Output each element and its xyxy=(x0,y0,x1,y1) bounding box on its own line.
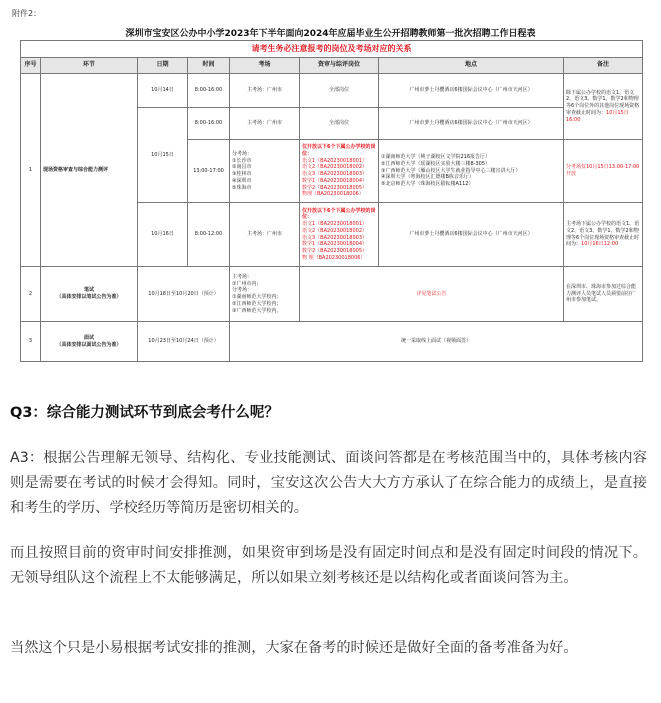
col-header: 资审与综评岗位 xyxy=(300,58,379,74)
venue-cell xyxy=(230,140,300,203)
post-item: 数学2（BA20230018005） xyxy=(302,184,368,191)
time-cell: 8:00-16:00 xyxy=(188,108,230,140)
place-cell: 统一采取线上面试（视频面签） xyxy=(230,322,643,362)
post-item: 数学1（BA20230018004） xyxy=(302,177,368,184)
place-line: ④深圳大学（粤海校区汇德楼B栋音乐厅） xyxy=(381,174,474,181)
note-cell xyxy=(564,74,643,140)
date-cell: 10月18日至10月20日（预计） xyxy=(138,267,230,322)
note-cell: 分考场仅10月15日13:00-17:00开放 xyxy=(564,140,643,203)
col-header: 时间 xyxy=(188,58,230,74)
stage-number: 3 xyxy=(21,322,41,362)
note-text: 除下属公办学校的语文1、语文2、语文3、数学1、数学2和物理等6个岗位外的其他岗位现场资格审查截止时间为： xyxy=(566,89,640,116)
col-header: 序号 xyxy=(21,58,41,74)
table-row xyxy=(21,322,643,362)
posts-title: 仅开放以下6个下属公办学校的岗位： xyxy=(302,207,376,221)
time-cell: 8:00-12:00 xyxy=(188,203,230,267)
note-cell: 在深圳市、珠海市参加过综合能力测评人员笔试人员须要前往广州市参加笔试。 xyxy=(564,267,643,322)
venue-line: ①长沙市 xyxy=(232,157,252,164)
col-header: 日期 xyxy=(138,58,188,74)
posts-cell xyxy=(300,203,379,267)
venue-line: ④深圳市 xyxy=(232,177,252,184)
post-item: 物理（BA20230018006） xyxy=(302,191,364,198)
venue-cell: 主考场：广州市 xyxy=(230,203,300,267)
place-cell: 详见笔试公告 xyxy=(300,267,564,322)
post-item: 物 理（BA20230018006） xyxy=(302,254,366,261)
post-item: 数学2（BA20230018005） xyxy=(302,248,368,254)
place-line: ②江西师范大学（瑶湖校区实验大楼三楼8-305） xyxy=(381,160,491,167)
post-item: 语文2（BA20230018002） xyxy=(302,227,368,234)
post-item: 语文2（BA20230018002） xyxy=(302,164,368,171)
venue-line: ③广西师范大学校内。 xyxy=(232,307,282,314)
venue-line: ⑤珠海市 xyxy=(232,184,252,191)
date-cell: 10月23日至10月24日（预计） xyxy=(138,322,230,362)
answer-paragraph: 而且按照目前的资审时间安排推测，如果资审到场是没有固定时间点和是没有固定时间段的情况下。无领导组队这个流程上不太能够满足，所以如果立刻考核还是以结构化或者面谈问答为主。 xyxy=(10,545,647,586)
note-deadline: 10月16日12:00 xyxy=(581,241,619,248)
schedule-table xyxy=(20,40,643,362)
table-row xyxy=(21,74,643,108)
warning-text: 请考生务必注意报考的岗位及考场对应的关系 xyxy=(21,41,643,58)
venue-line: ②南昌市 xyxy=(232,164,252,171)
post-item: 语文3（BA20230018003） xyxy=(302,234,368,241)
place-line: ①湖南师范大学（桃子湖校区文学院216报告厅） xyxy=(381,154,491,161)
place-cell: 广州市萝土丹樱酒店6楼国际会议中心（广州市天河区） xyxy=(379,74,564,108)
time-cell: 13:00-17:00 xyxy=(188,140,230,203)
venue-cell: 主考场：广州市 xyxy=(230,108,300,140)
venue-cell xyxy=(230,267,300,322)
venue-line: ①湖南师范大学校内； xyxy=(232,294,282,300)
date-cell: 10月16日 xyxy=(138,203,188,267)
col-header: 地点 xyxy=(379,58,564,74)
stage-sub: （具体安排以面试公告为准） xyxy=(56,341,122,348)
warning-row xyxy=(21,41,643,58)
post-item: 语文1（BA20230018001） xyxy=(302,221,368,227)
note-text: 主考场下属公办学校的语文1、语文2、语文3、数学1、数学2和物理等6个岗位现场资格审查截止时间为： xyxy=(566,221,640,248)
venue-line: 分考场： xyxy=(232,150,253,157)
post-item: 数学1（BA20230018004） xyxy=(302,241,368,248)
col-header: 考场 xyxy=(230,58,300,74)
answer-paragraph: 当然这个只是小易根据考试安排的推测，大家在备考的时候还是做好全面的备考准备为好。 xyxy=(10,640,578,656)
attachment-label: 附件2： xyxy=(12,9,42,18)
date-cell: 10月15日 xyxy=(138,108,188,203)
post-item: 语文3（BA20230018003） xyxy=(302,171,368,177)
stage-name: 现场资格审查与综合能力测评 xyxy=(41,74,138,267)
place-line: ⑤北京师范大学（珠海校区励耘楼A112） xyxy=(381,181,474,188)
table-header xyxy=(21,58,643,74)
table-row xyxy=(21,267,643,322)
place-cell: 广州市萝土丹樱酒店6楼国际会议中心（广州市天河区） xyxy=(379,108,564,140)
stage-name: 面试 xyxy=(83,334,94,341)
document-title: 深圳市宝安区公办中小学2023年下半年面向2024年应届毕业生公开招聘教师第一批次招聘工作日程表 xyxy=(125,29,536,39)
posts-title: 仅开放以下6个下属公办学校的岗位： xyxy=(302,144,376,157)
stage-name-cell xyxy=(41,322,138,362)
venue-line: 主考场： xyxy=(232,273,253,280)
col-header: 备注 xyxy=(564,58,643,74)
venue-line: ①广州市内； xyxy=(232,280,262,287)
stage-sub: （具体安排以笔试公告为准） xyxy=(56,294,122,300)
place-cell xyxy=(379,140,564,203)
stage-name: 笔试 xyxy=(83,287,94,294)
venue-line: ③桂林市 xyxy=(232,171,252,177)
time-cell: 8:00-16:00 xyxy=(188,74,230,108)
answer-paragraph: A3：根据公告理解无领导、结构化、专业技能测试、面谈问答都是在考核范围当中的，具体考核内容则是需要在考试的时候才会得知。同时，宝安这次公告大大方方承认了在综合能力的成绩上，是直接和考生的学历、学校经历等简历是密切相关的。 xyxy=(10,450,647,516)
venue-cell: 主考场：广州市 xyxy=(230,74,300,108)
venue-line: ②江西师范大学校内； xyxy=(232,300,282,307)
note-deadline: 10月15日16:00 xyxy=(566,109,629,123)
posts-cell xyxy=(300,140,379,203)
stage-number: 1 xyxy=(21,74,41,267)
venue-line: 分考场： xyxy=(232,287,253,294)
question-heading: Q3：综合能力测试环节到底会考什么呢？ xyxy=(10,405,279,421)
date-cell: 10月14日 xyxy=(138,74,188,108)
stage-number: 2 xyxy=(21,267,41,322)
stage-name-cell xyxy=(41,267,138,322)
col-header: 环节 xyxy=(41,58,138,74)
note-cell xyxy=(564,203,643,267)
place-line: ③广西师范大学（雁山校区大学生就业指导中心三楼宣讲大厅） xyxy=(381,167,521,174)
posts-cell: 全部岗位 xyxy=(300,108,379,140)
place-cell: 广州市萝土丹樱酒店6楼国际会议中心（广州市天河区） xyxy=(379,203,564,267)
posts-cell: 全部岗位 xyxy=(300,74,379,108)
post-item: 语文1（BA20230018001） xyxy=(302,157,368,164)
